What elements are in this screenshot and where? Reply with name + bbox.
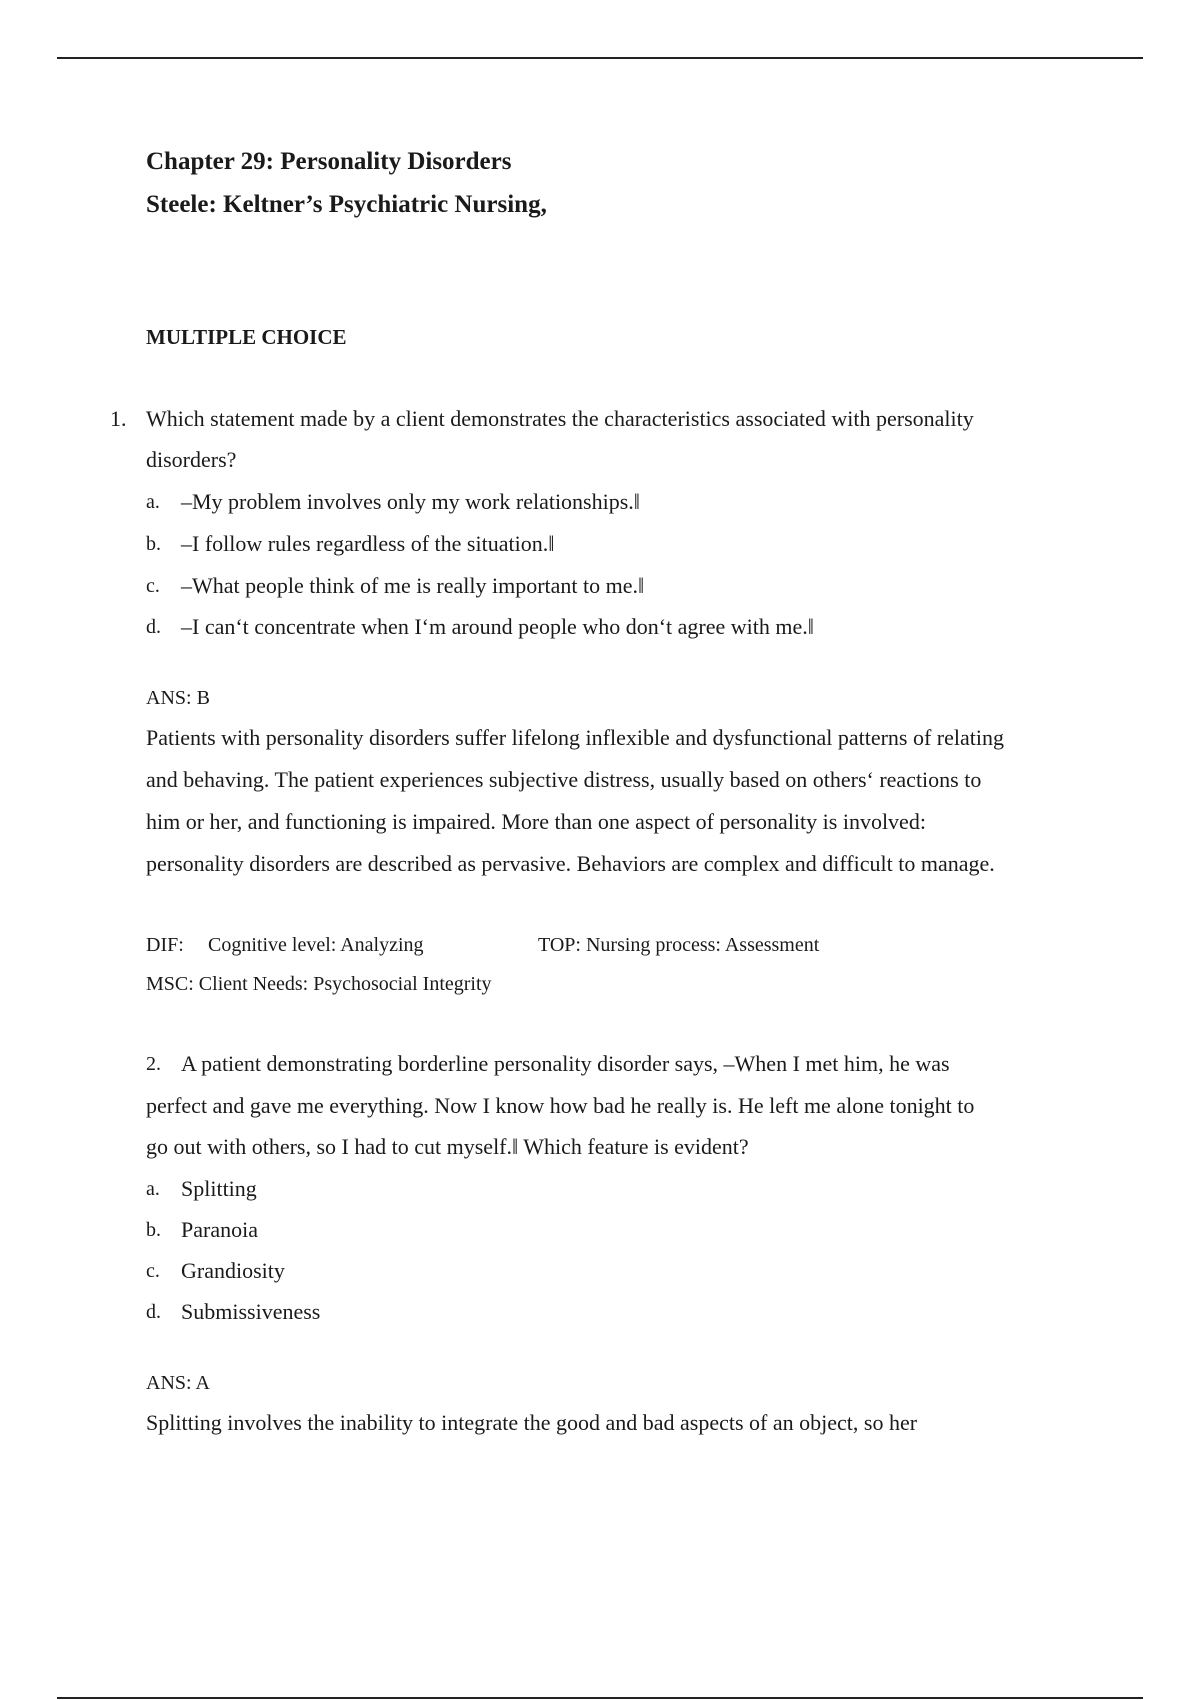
difficulty-label: DIF: [146,934,184,956]
book-title: Steele: Keltner’s Psychiatric Nursing, [146,191,547,218]
bottom-rule [57,1697,1143,1699]
option-text: Submissiveness [181,1299,321,1324]
question-stem-line: disorders? [146,447,237,472]
chapter-title: Chapter 29: Personality Disorders [146,148,512,175]
rationale-line: personality disorders are described as pervasive. Behaviors are complex and difficult to manage. [146,851,995,876]
option-letter: b. [146,533,161,555]
option-letter: d. [146,1301,161,1323]
top-rule [57,57,1143,59]
rationale-line: and behaving. The patient experiences subjective distress, usually based on others‘ reactions to [146,767,982,792]
section-heading: MULTIPLE CHOICE [146,325,347,349]
rationale-line: Patients with personality disorders suffer lifelong inflexible and dysfunctional patterns of relating [146,725,1004,750]
option-letter: b. [146,1219,161,1241]
option-letter: a. [146,491,160,513]
question-stem-line: perfect and gave me everything. Now I know how bad he really is. He left me alone tonight to [146,1093,975,1118]
option-text: –I can‘t concentrate when I‘m around people who don‘t agree with me.‖ [181,614,814,639]
difficulty-value: Cognitive level: Analyzing [208,934,424,956]
question-number: 2. [146,1053,161,1075]
option-text: Grandiosity [181,1258,285,1283]
question-stem-line: go out with others, so I had to cut myself.‖ Which feature is evident? [146,1134,749,1159]
option-letter: d. [146,616,161,638]
client-needs: MSC: Client Needs: Psychosocial Integrity [146,973,492,995]
option-text: Paranoia [181,1217,258,1242]
topic: TOP: Nursing process: Assessment [538,934,820,956]
option-letter: c. [146,1260,160,1282]
question-stem-line: Which statement made by a client demonstrates the characteristics associated with personality [146,406,974,431]
option-text: –My problem involves only my work relationships.‖ [181,489,640,514]
answer-key: ANS: A [146,1372,210,1394]
question-stem-line: A patient demonstrating borderline personality disorder says, –When I met him, he was [181,1051,950,1076]
option-text: –What people think of me is really important to me.‖ [181,573,645,598]
option-text: –I follow rules regardless of the situation.‖ [181,531,555,556]
option-letter: c. [146,575,160,597]
rationale-line: Splitting involves the inability to integrate the good and bad aspects of an object, so her [146,1410,918,1435]
answer-key: ANS: B [146,687,210,709]
option-text: Splitting [181,1176,257,1201]
option-letter: a. [146,1178,160,1200]
question-number: 1. [110,406,127,431]
rationale-line: him or her, and functioning is impaired. More than one aspect of personality is involved: [146,809,926,834]
